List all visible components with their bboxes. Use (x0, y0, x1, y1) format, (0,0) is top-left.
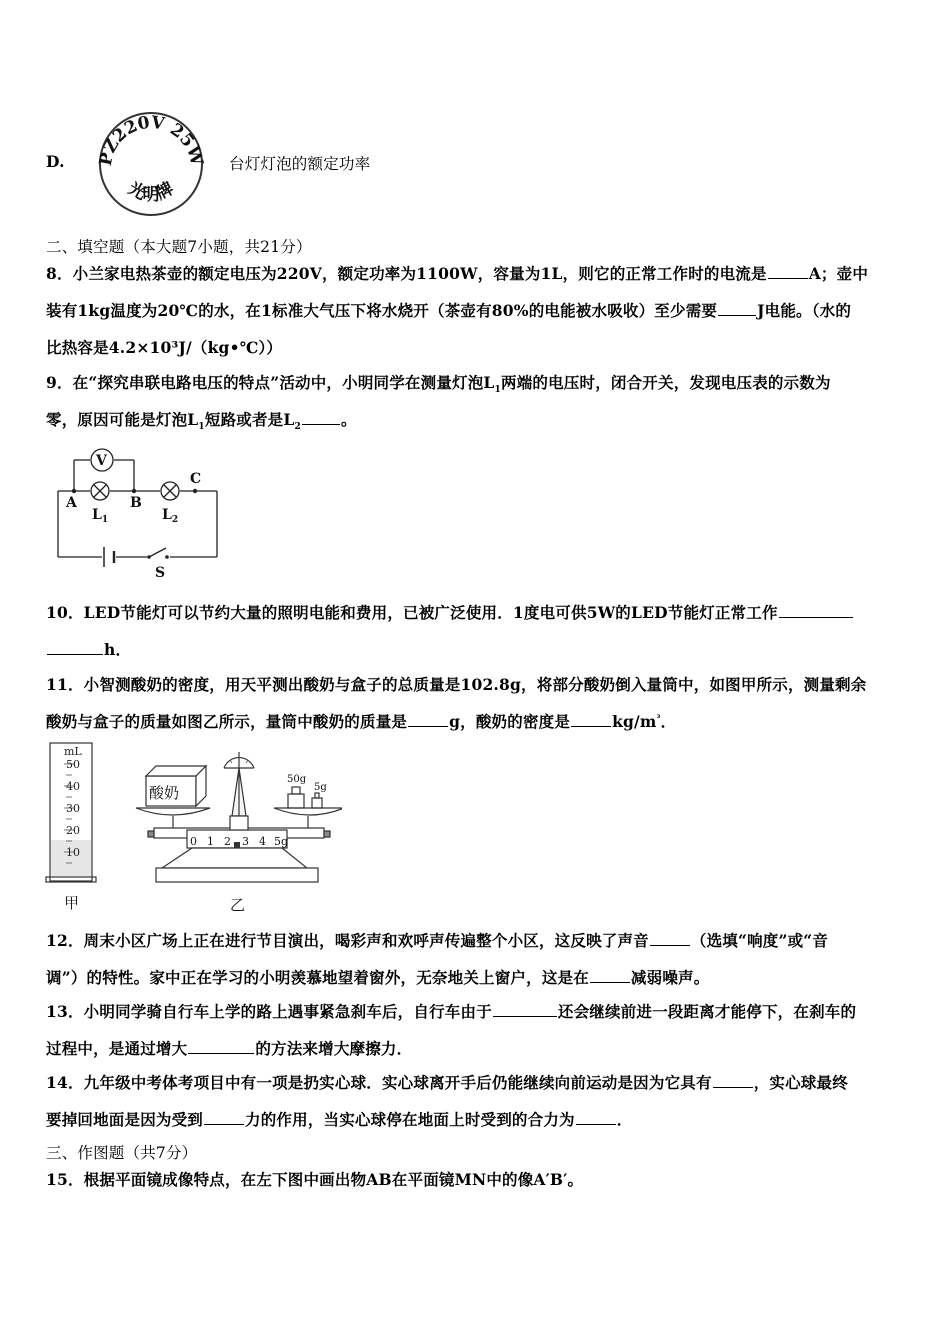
cylinder-unit: mL (64, 745, 82, 758)
section-2-title: 二、填空题（本大题7小题，共21分） (46, 238, 312, 256)
lamp-text-top: PZ220V 25W (95, 112, 207, 168)
answer-blank[interactable] (718, 301, 756, 316)
option-d-caption: 台灯灯泡的额定功率 (229, 155, 371, 173)
answer-blank[interactable] (571, 712, 611, 727)
scale-tick: 5g (274, 835, 289, 848)
node-c-label: C (190, 471, 202, 487)
svg-text:光明牌 (125, 178, 177, 205)
lamp-nameplate (95, 108, 207, 218)
q9-line1 (46, 371, 831, 395)
weight-50g-label: 50g (287, 774, 307, 785)
cylinder-caption: 甲 (64, 894, 80, 912)
q10-text: 10．LED节能灯可以节约大量的照明电能和费用，已被广泛使用．1度电可供5W的LED节能灯正常工作 (46, 603, 778, 622)
section-3-title: 三、作图题（共7分） (46, 1144, 198, 1162)
node-a-label: A (66, 495, 77, 511)
q8-text: 装有1kg温度为20℃的水，在1标准大气压下将水烧开（茶壶有80%的电能被水吸收）至少需要 (46, 301, 718, 320)
node-b-label: B (130, 495, 142, 511)
q8-text: A；壶中 (808, 264, 869, 283)
lamp-l2-letter: L (162, 507, 172, 523)
q11-line2 (46, 710, 676, 732)
q13-text: 还会继续前进一段距离才能停下，在刹车的 (557, 1002, 857, 1021)
q11-line1: 11．小智测酸奶的密度，用天平测出酸奶与盒子的总质量是102.8g，将部分酸奶倒入量筒中，如图甲所示，测量剩余 (46, 675, 867, 694)
q15-line1: 15．根据平面镜成像特点，在左下图中画出物AB在平面镜MN中的像A′B′。 (46, 1170, 584, 1189)
q12-text: （选填“响度”或“音 (690, 931, 829, 950)
lamp-l2-label (162, 507, 178, 525)
answer-blank[interactable] (302, 410, 340, 425)
q8-line3: 比热容是4.2×10³J/（kg•℃）） (46, 338, 283, 357)
cylinder-tick: 40 (66, 780, 80, 793)
q14-text: ． (616, 1110, 633, 1129)
answer-blank[interactable] (493, 1002, 557, 1017)
switch-label: S (155, 565, 166, 580)
q12-line2 (46, 966, 709, 988)
scale-tick: 3 (242, 835, 249, 848)
answer-blank[interactable] (713, 1073, 753, 1088)
q9-text: 。 (340, 410, 357, 429)
q9-text: 短路或者是L (204, 410, 295, 429)
q12-text: 调”）的特性。家中正在学习的小明羡慕地望着窗外，无奈地关上窗户，这是在 (46, 968, 589, 987)
cylinder-tick: 10 (66, 846, 80, 859)
q8-text: J电能。（水的 (757, 301, 852, 320)
q11-text: ． (660, 712, 677, 731)
subscript: 1 (494, 385, 501, 396)
balance-scale (132, 738, 342, 916)
q14-text: 14．九年级中考体考项目中有一项是扔实心球．实心球离开手后仍能继续向前运动是因为它具有 (46, 1073, 712, 1092)
answer-blank[interactable] (779, 603, 853, 618)
lamp-l2-sub: 2 (171, 515, 179, 525)
lamp-text-bottom: 光明牌 (124, 178, 178, 205)
balance-caption: 乙 (230, 896, 246, 914)
series-circuit-diagram (52, 445, 227, 580)
scale-tick: 4 (259, 835, 266, 848)
q13-line1 (46, 1000, 856, 1022)
lamp-l1-letter: L (92, 507, 102, 523)
q8-line2 (46, 299, 851, 321)
q13-text: 的方法来增大摩擦力． (255, 1039, 413, 1058)
scale-tick: 0 (190, 835, 197, 848)
q13-text: 过程中，是通过增大 (46, 1039, 188, 1058)
q8-text: 8．小兰家电热茶壶的额定电压为220V，额定功率为1100W，容量为1L，则它的正常工作时的电流是 (46, 264, 767, 283)
q9-text: 两端的电压时，闭合开关，发现电压表的示数为 (501, 373, 831, 392)
subscript: 2 (294, 422, 301, 433)
cylinder-tick: 20 (66, 824, 80, 837)
q9-text: 9．在“探究串联电路电压的特点”活动中，小明同学在测量灯泡L (46, 373, 495, 392)
q10-text: h． (104, 640, 132, 659)
scale-tick: 2 (224, 835, 231, 848)
answer-blank[interactable] (47, 640, 103, 655)
q14-text: 力的作用，当实心球停在地面上时受到的合力为 (245, 1110, 575, 1129)
scale-tick: 1 (207, 835, 214, 848)
q14-line1 (46, 1071, 848, 1093)
superscript: ³ (656, 713, 661, 724)
q13-line2 (46, 1037, 412, 1059)
q9-line2 (46, 408, 357, 432)
weight-5g-label: 5g (314, 782, 327, 793)
cylinder-tick: 50 (66, 758, 80, 771)
q13-text: 13．小明同学骑自行车上学的路上遇事紧急刹车后，自行车由于 (46, 1002, 492, 1021)
subscript: 1 (198, 422, 205, 433)
answer-blank[interactable] (650, 931, 690, 946)
q11-text: 酸奶与盒子的质量如图乙所示，量筒中酸奶的质量是 (46, 712, 408, 731)
q11-text: g，酸奶的密度是 (449, 712, 571, 731)
q12-line1 (46, 929, 828, 951)
q9-text: 零，原因可能是灯泡L (46, 410, 199, 429)
cylinder-tick: 30 (66, 802, 80, 815)
q11-text: kg/m (612, 712, 657, 731)
q12-text: 12．周末小区广场上正在进行节目演出，喝彩声和欢呼声传遍整个小区，这反映了声音 (46, 931, 649, 950)
q14-text: 要掉回地面是因为受到 (46, 1110, 204, 1129)
answer-blank[interactable] (768, 264, 808, 279)
q10-line1 (46, 601, 854, 623)
answer-blank[interactable] (408, 712, 448, 727)
q14-text: ，实心球最终 (753, 1073, 848, 1092)
answer-blank[interactable] (590, 968, 630, 983)
voltmeter-label: V (96, 453, 107, 469)
answer-blank[interactable] (576, 1110, 616, 1125)
graduated-cylinder (44, 740, 100, 915)
q12-text: 减弱噪声。 (630, 968, 710, 987)
yogurt-box-label: 酸奶 (149, 784, 180, 802)
q10-line2 (46, 638, 131, 660)
option-d-letter: D. (46, 152, 65, 171)
q14-line2 (46, 1108, 632, 1130)
svg-text:PZ220V 25W (96, 112, 207, 168)
lamp-l1-sub: 1 (101, 515, 109, 525)
lamp-l1-label (92, 507, 108, 525)
answer-blank[interactable] (204, 1110, 244, 1125)
q8-line1 (46, 262, 868, 284)
answer-blank[interactable] (188, 1039, 254, 1054)
